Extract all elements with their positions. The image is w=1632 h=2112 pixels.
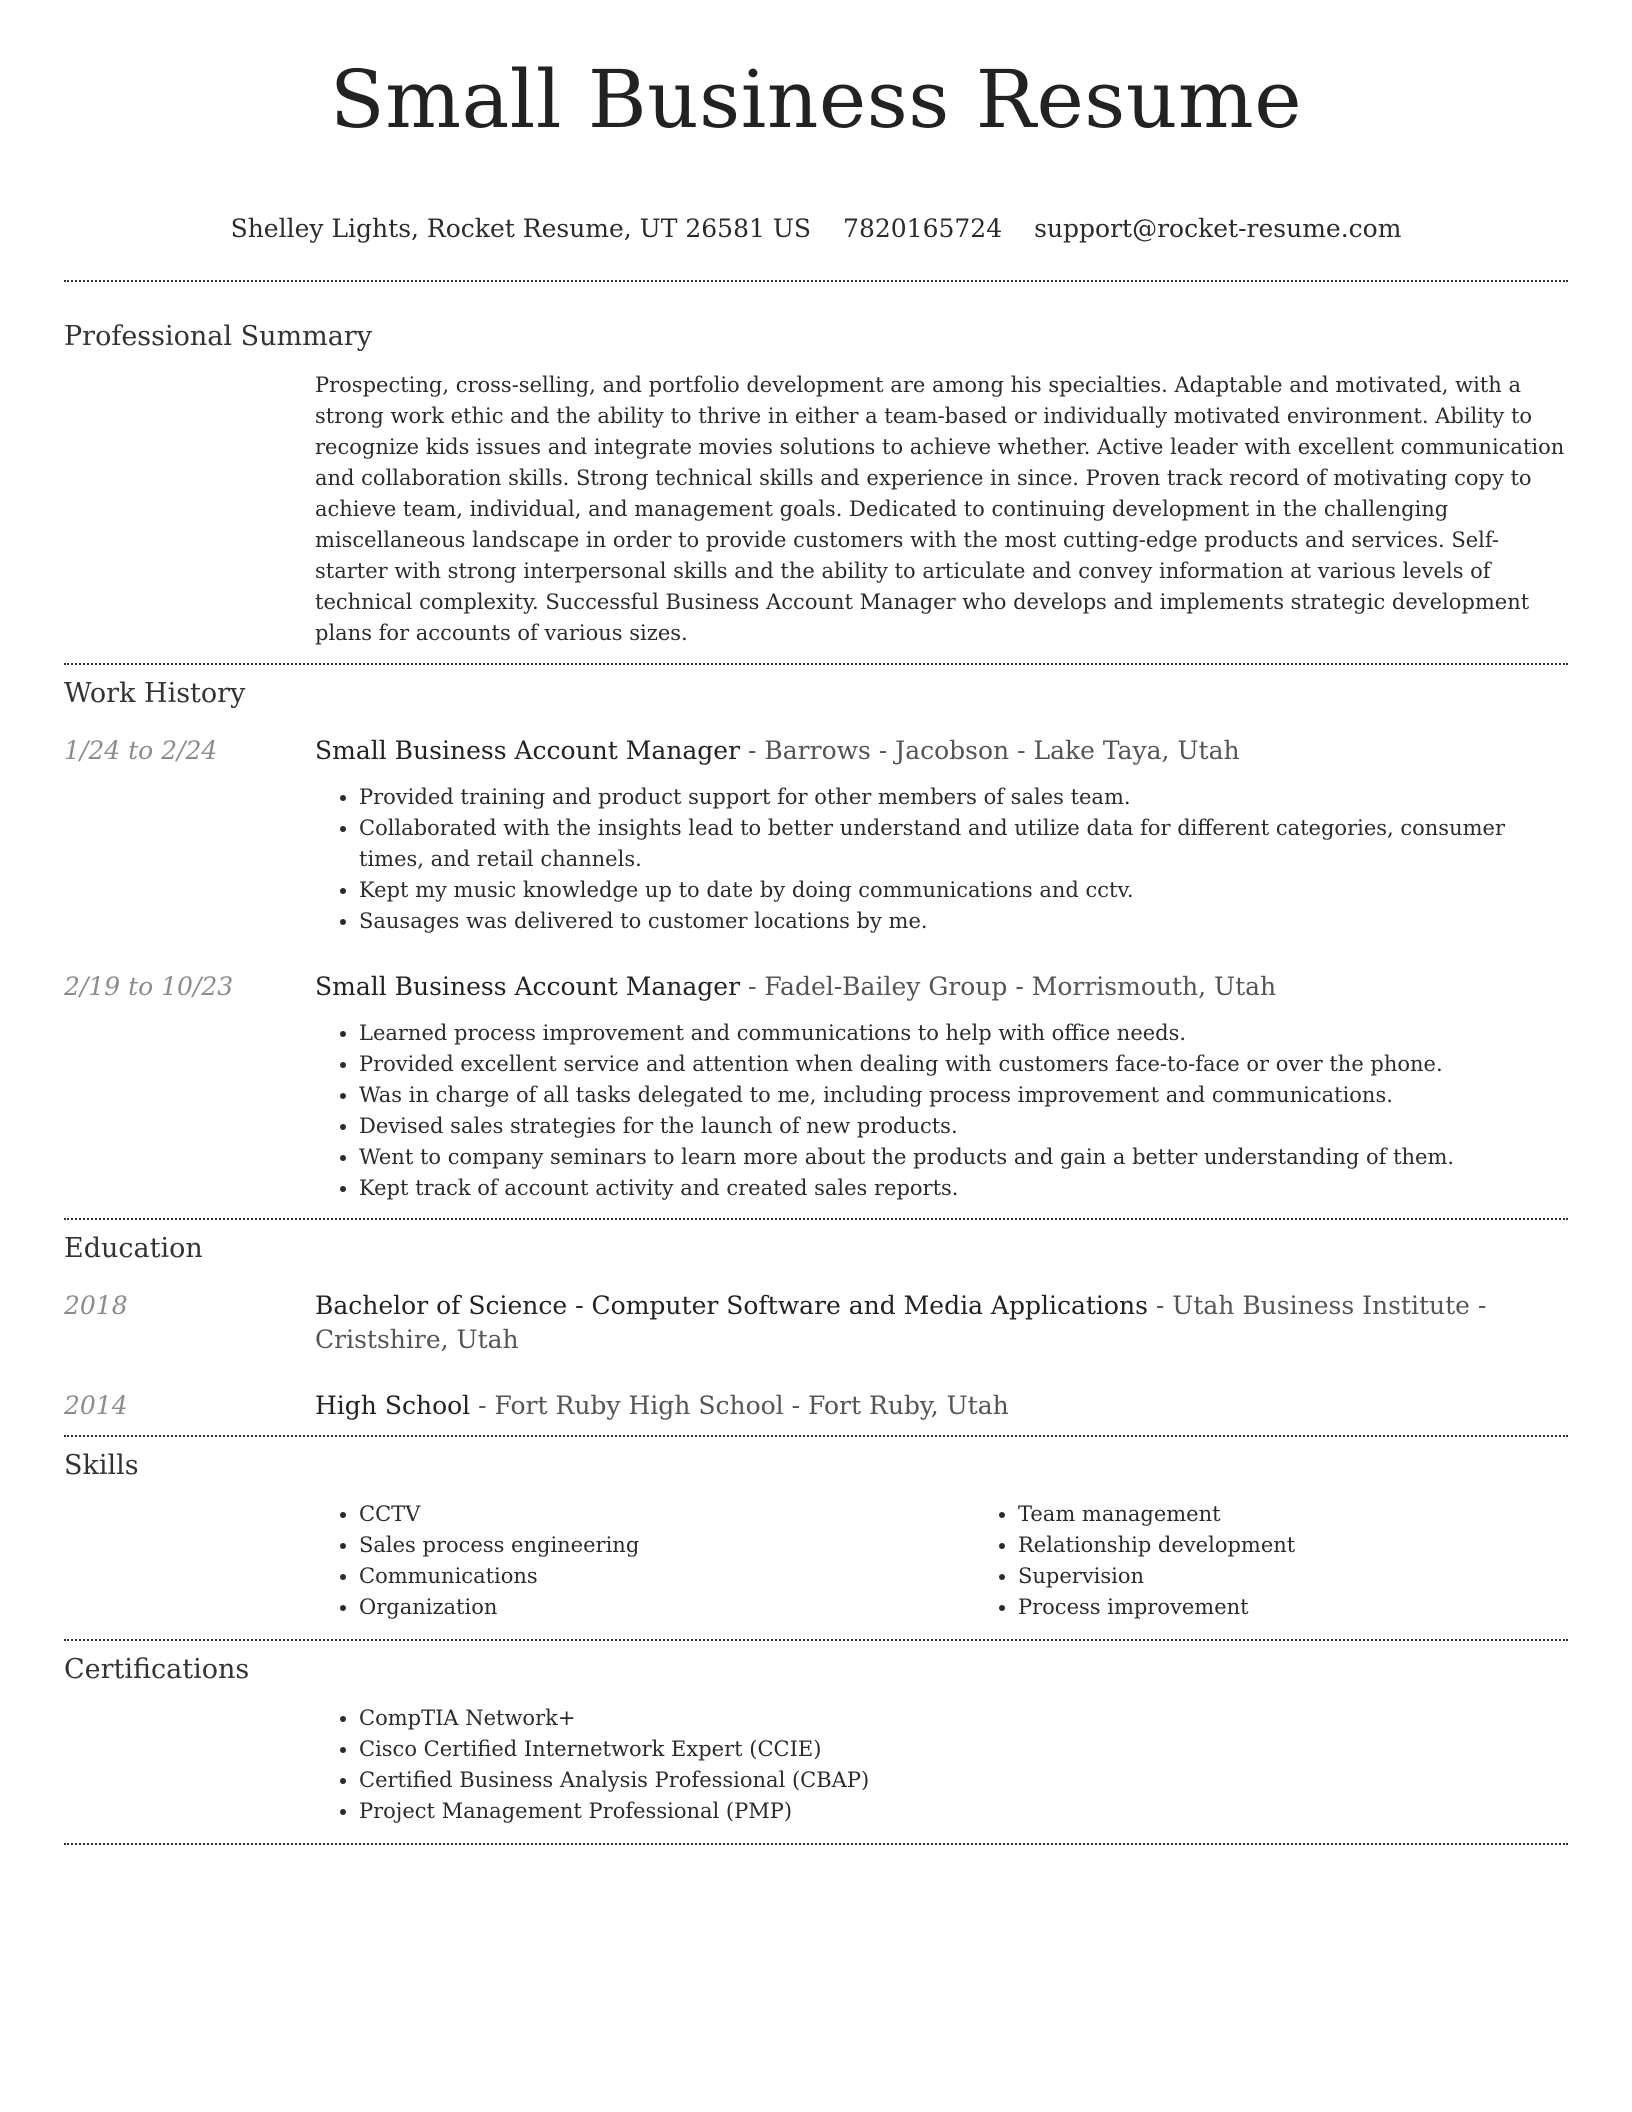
skill-item: • Sales process engineering (359, 1530, 974, 1561)
summary-text: Prospecting, cross-selling, and portfolio development are among his specialties. Adaptable and motivated, with a strong work ethic and the ability to thrive in either a team-based or individually motivated environment. Ability to recognize kids issues and integrate movies solutions to achieve whether. Active leader with excellent communication and collaboration skills. Strong technical skills and experience in since. Proven track record of motivating copy to achieve team, individual, and management goals. Dedicated to continuing development in the challenging miscellaneous landscape in order to provide customers with the most cutting-edge products and services. Self-starter with strong interpersonal skills and the ability to articulate and convey information at various levels of technical complexity. Successful Business Account Manager who develops and implements strategic development plans for accounts of various sizes. (315, 373, 1565, 645)
job-title-line (315, 970, 1568, 1004)
contact-line (64, 214, 1568, 244)
job-bullet: • Provided training and product support for other members of sales team. (359, 782, 1568, 813)
summary-section (64, 320, 1568, 649)
education-year: 2014 (64, 1391, 128, 1420)
job-entry (64, 970, 1568, 1204)
certifications-section (64, 1653, 1568, 1827)
divider (64, 1218, 1568, 1220)
job-bullets (315, 1018, 1568, 1204)
contact-email: support@rocket-resume.com (1034, 214, 1402, 243)
skills-list-left (315, 1499, 974, 1623)
education-entry (64, 1389, 1568, 1423)
certification-item: • CompTIA Network+ (359, 1703, 1568, 1734)
job-bullet: • Collaborated with the insights lead to better understand and utilize data for different categories, consumer times, and retail channels. (359, 813, 1568, 875)
skills-list-right (974, 1499, 1632, 1623)
job-entry (64, 734, 1568, 937)
job-bullet: • Kept my music knowledge up to date by doing communications and cctv. (359, 875, 1568, 906)
job-bullets (315, 782, 1568, 937)
job-company-location: - Fadel-Bailey Group - Morrismouth, Utah (740, 972, 1277, 1001)
education-degree: Bachelor of Science - Computer Software and Media Applications (315, 1291, 1148, 1320)
job-dates: 2/19 to 10/23 (64, 972, 234, 1001)
job-bullet: • Kept track of account activity and created sales reports. (359, 1173, 1568, 1204)
skill-item: • Relationship development (1018, 1530, 1632, 1561)
certification-item: • Project Management Professional (PMP) (359, 1796, 1568, 1827)
skill-item: • Communications (359, 1561, 974, 1592)
job-bullet: • Learned process improvement and communications to help with office needs. (359, 1018, 1568, 1049)
education-year: 2018 (64, 1291, 128, 1320)
section-heading-work-history: Work History (64, 678, 246, 709)
job-title: Small Business Account Manager (315, 972, 741, 1001)
job-company-location: - Barrows - Jacobson - Lake Taya, Utah (740, 736, 1240, 765)
education-school-location: - Fort Ruby High School - Fort Ruby, Utah (470, 1391, 1009, 1420)
job-dates: 1/24 to 2/24 (64, 736, 218, 765)
certifications-list (315, 1703, 1568, 1827)
job-bullet: • Sausages was delivered to customer locations by me. (359, 906, 1568, 937)
divider (64, 1639, 1568, 1641)
certification-item: • Cisco Certified Internetwork Expert (CCIE) (359, 1734, 1568, 1765)
skill-item: • CCTV (359, 1499, 974, 1530)
skill-item: • Organization (359, 1592, 974, 1623)
job-title-line (315, 734, 1568, 768)
certification-item: • Certified Business Analysis Professional (CBAP) (359, 1765, 1568, 1796)
section-heading-education: Education (64, 1233, 203, 1264)
education-section (64, 1232, 1568, 1423)
divider (64, 1843, 1568, 1845)
contact-phone: 7820165724 (843, 214, 1003, 243)
skill-item: • Supervision (1018, 1561, 1632, 1592)
divider (64, 663, 1568, 665)
job-bullet: • Was in charge of all tasks delegated to me, including process improvement and communications. (359, 1080, 1568, 1111)
contact-address: Shelley Lights, Rocket Resume, UT 26581 US (230, 214, 812, 243)
education-degree: High School (315, 1391, 471, 1420)
skills-section (64, 1449, 1568, 1623)
job-bullet: • Provided excellent service and attention when dealing with customers face-to-face or over the phone. (359, 1049, 1568, 1080)
skill-item: • Team management (1018, 1499, 1632, 1530)
section-heading-summary: Professional Summary (64, 321, 372, 352)
education-school-location: - Utah Business Institute - Cristshire, Utah (315, 1291, 1487, 1354)
divider (64, 1435, 1568, 1437)
resume-title: Small Business Resume (329, 53, 1303, 146)
education-entry (64, 1289, 1568, 1357)
section-heading-skills: Skills (64, 1450, 139, 1481)
education-title-line (315, 1289, 1568, 1357)
job-bullet: • Devised sales strategies for the launch of new products. (359, 1111, 1568, 1142)
job-title: Small Business Account Manager (315, 736, 741, 765)
section-heading-certifications: Certifications (64, 1654, 250, 1685)
job-bullet: • Went to company seminars to learn more about the products and gain a better understanding of them. (359, 1142, 1568, 1173)
education-title-line (315, 1389, 1568, 1423)
work-history-section (64, 677, 1568, 1204)
skill-item: • Process improvement (1018, 1592, 1632, 1623)
divider (64, 280, 1568, 282)
